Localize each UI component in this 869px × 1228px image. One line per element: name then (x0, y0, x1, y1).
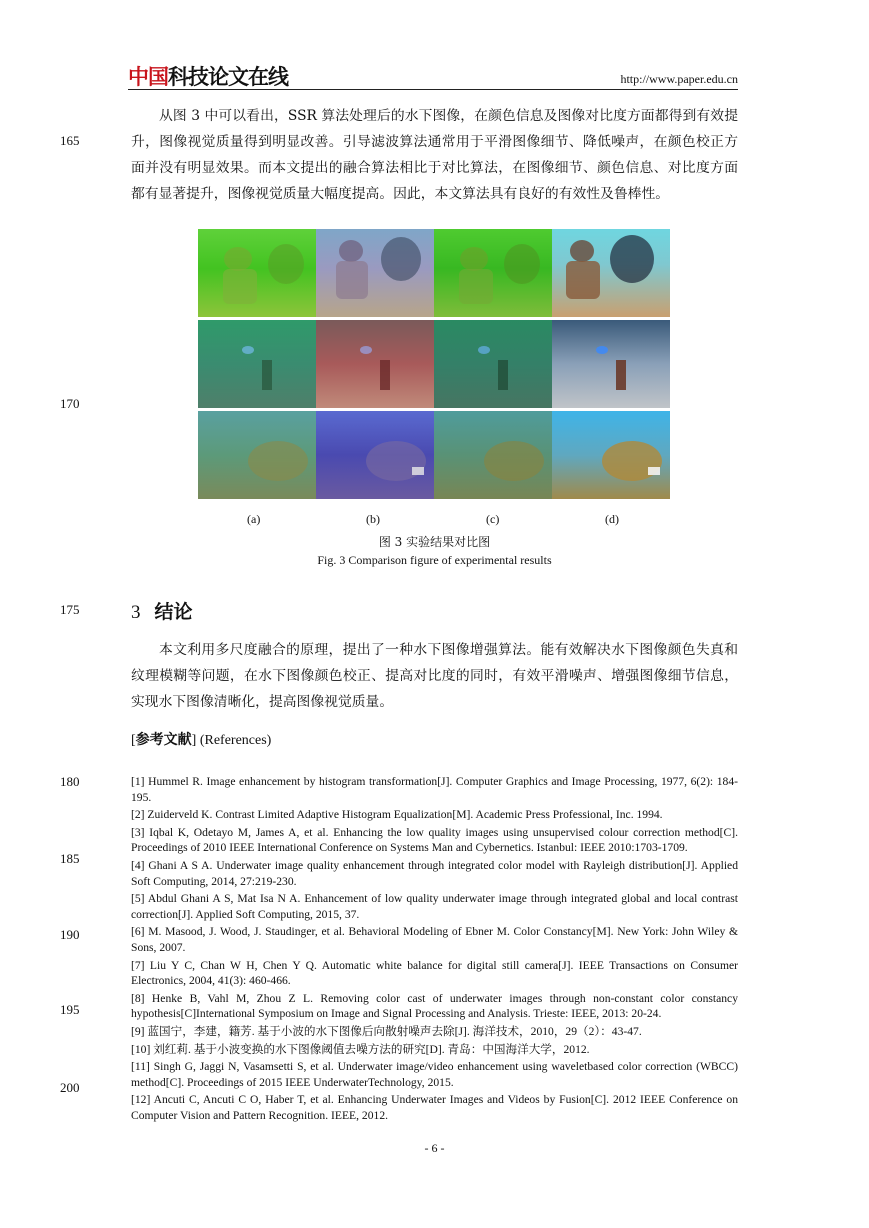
figure-image-row2-a (198, 320, 316, 408)
reference-item: [8] Henke B, Vahl M, Zhou Z L. Removing color cast of underwater images through non-constant color constancy hypothesis[C]International Symposium on Image and Signal Processing and Analysis. Trieste: IEEE, 2013: 20-24. (131, 991, 738, 1021)
reference-item: [2] Zuiderveld K. Contrast Limited Adaptive Histogram Equalization[M]. Academic Press Professional, Inc. 1994. (131, 808, 663, 822)
section-heading (131, 597, 193, 624)
figure-image-row3-a (198, 411, 316, 499)
references-list (131, 774, 738, 1125)
logo-red-text: 中国 (128, 65, 168, 89)
figure-image-row3-b (316, 411, 434, 499)
reference-item: [12] Ancuti C, Ancuti C O, Haber T, et al. Enhancing Underwater Images and Videos by Fusion[C]. 2012 IEEE Conference on Computer Vision and Pattern Recognition. IEEE, 2012. (131, 1093, 738, 1122)
section-title: 结论 (154, 601, 193, 623)
figure-caption-en: Fig. 3 Comparison figure of experimental results (317, 553, 552, 567)
figure-sublabel-c: (c) (486, 512, 500, 526)
figure-image-row3-c (434, 411, 552, 499)
reference-item: [3] Iqbal K, Odetayo M, James A, et al. Enhancing the low quality images using unsupervised colour correction method[C]. Proceedings of 2010 IEEE International Conference on Systems Man and Cybernetics. Istanbul: IEEE 2010:1703-1709. (131, 825, 738, 855)
figure-sublabel-a: (a) (247, 512, 261, 526)
reference-item: [6] M. Masood, J. Wood, J. Staudinger, et al. Behavioral Modeling of Ebner M. Color Constancy[M]. New York: John Wiley & Sons, 2007. (131, 925, 738, 954)
figure-sublabel-d: (d) (605, 512, 619, 526)
reference-item: [7] Liu Y C, Chan W H, Chen Y Q. Automatic white balance for digital still camera[J]. IEEE Transactions on Consumer Electronics, 2004, 41(3): 460-466. (131, 958, 738, 988)
figure-image-row2-c (434, 320, 552, 408)
page-number: - 6 - (424, 1141, 445, 1155)
reference-item: [1] Hummel R. Image enhancement by histogram transformation[J]. Computer Graphics and Image Processing, 1977, 6(2): 184-195. (131, 775, 738, 804)
header-rule (128, 89, 738, 90)
journal-logo (128, 64, 288, 90)
figure-caption-cn: 图 3 实验结果对比图 (378, 535, 491, 549)
logo-black-text: 科技论文在线 (168, 65, 288, 89)
figure-image-row2-b (316, 320, 434, 408)
references-heading-en: (References) (199, 733, 272, 748)
reference-item: [4] Ghani A S A. Underwater image quality enhancement through integrated color model with Rayleigh distribution[J]. Applied Soft Computing, 2014, 27:219-230. (131, 858, 738, 888)
line-number: 185 (60, 851, 80, 866)
figure-3-image-grid (198, 229, 671, 499)
body-paragraph-results: 从图 3 中可以看出，SSR 算法处理后的水下图像，在颜色信息及图像对比度方面都得到有效提升，图像视觉质量得到明显改善。引导滤波算法通常用于平滑图像细节、降低噪声，在颜色校正方面并没有明显效果。而本文提出的融合算法相比于对比算法，在图像细节、颜色信息、对比度方面都有显著提升，图像视觉质量大幅度提高。因此，本文算法具有良好的有效性及鲁棒性。 (131, 108, 738, 202)
line-number: 170 (60, 396, 80, 411)
figure-image-row1-d (552, 229, 670, 317)
reference-item: [9] 蓝国宁，李建，籍芳. 基于小波的水下图像后向散射噪声去除[J]. 海洋技术，2010，29（2）：43-47. (131, 1024, 642, 1038)
reference-item: [5] Abdul Ghani A S, Mat Isa N A. Enhancement of low quality underwater image through integrated global and local contrast correction[J]. Applied Soft Computing, 2015, 37. (131, 892, 738, 921)
header-url[interactable]: http://www.paper.edu.cn (620, 72, 738, 86)
reference-item: [11] Singh G, Jaggi N, Vasamsetti S, et al. Underwater image/video enhancement using waveletbased color correction (WBCC) method[C]. Proceedings of 2015 IEEE UnderwaterTechnology, 2015. (131, 1060, 738, 1089)
body-paragraph-conclusion: 本文利用多尺度融合的原理，提出了一种水下图像增强算法。能有效解决水下图像颜色失真和纹理模糊等问题，在水下图像颜色校正、提高对比度的同时，有效平滑噪声、增强图像细节信息，实现水下图像清晰化，提高图像视觉质量。 (131, 642, 738, 710)
figure-image-row1-b (316, 229, 434, 317)
line-number: 165 (60, 133, 80, 148)
figure-sublabel-b: (b) (366, 512, 380, 526)
figure-image-row1-a (198, 229, 316, 317)
references-heading-cn: 参考文献 (135, 732, 192, 748)
figure-image-row1-c (434, 229, 552, 317)
line-number: 195 (60, 1002, 80, 1017)
section-number: 3 (131, 602, 141, 623)
line-number: 190 (60, 927, 80, 942)
line-number: 200 (60, 1080, 80, 1095)
figure-image-row3-d (552, 411, 670, 499)
figure-image-row2-d (552, 320, 670, 408)
line-number: 180 (60, 774, 80, 789)
references-heading: [参考文献] (References) (131, 732, 272, 748)
line-number: 175 (60, 602, 80, 617)
reference-item: [10] 刘红莉. 基于小波变换的水下图像阈值去噪方法的研究[D]. 青岛：中国海洋大学，2012. (131, 1042, 590, 1056)
